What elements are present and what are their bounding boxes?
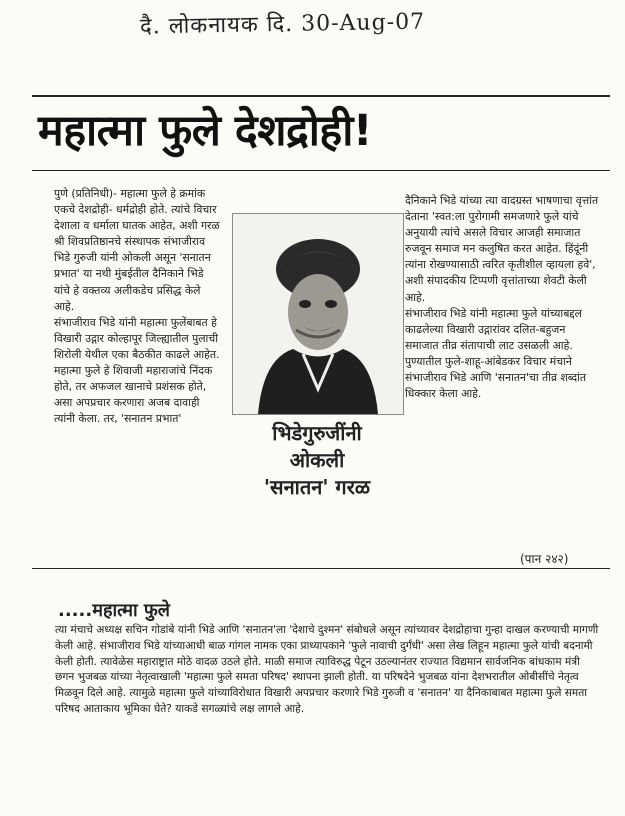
portrait-photo [232, 213, 404, 415]
left-paragraph-1: पुणे (प्रतिनिधी)- महात्मा फुले हे क्रमांक एकचे देशद्रोही- धर्मद्रोही होते. त्यांचे विचार देशाला व धर्माला घातक आहेत, अशी गरळ श्री शिवप्रतिष्ठानचे संस्थापक संभाजीराव भिडे गुरुजी यांनी ओकली असून 'सनातन प्रभात' या नथी मुंबईतील दैनिकाने भिडे यांचे हे वक्तव्य अलीकडेच प्रसिद्ध केले आहे. [54, 187, 220, 313]
continuation-title: .....महात्मा फुले [58, 600, 171, 621]
top-rule [32, 95, 610, 97]
caption-line-3: 'सनातन' गरळ [263, 475, 371, 499]
caption-line-1: भिडेगुरुजींनी [272, 421, 362, 445]
left-column [54, 186, 220, 427]
caption-line-2: ओकली [289, 448, 345, 472]
photo-caption [232, 420, 402, 501]
right-paragraph-2: संभाजीराव भिडे यांनी महात्मा फुले यांच्याबद्दल काढलेल्या विखारी उद्गारांवर दलित-बहुजन समाजात तीव्र संतापाची लाट उसळली आहे. पुण्यातील फुले-शाहू-आंबेडकर विचार मंचाने संभाजीराव भिडे आणि 'सनातन'चा तीव्र शब्दांत धिक्कार केला आहे. [405, 306, 587, 401]
right-paragraph-1: दैनिकाने भिडे यांच्या त्या वादग्रस्त भाषणाचा वृत्तांत देताना 'स्वत:ला पुरोगामी समजणारे फुले यांचे अनुयायी त्यांचे असले विचार आजही समाजात रुजवून समाज मन कलुषित करत आहेत. हिंदूंनी त्यांना रोखण्यासाठी त्वरित कृतीशील व्हायला हवे', अशी संपादकीय टिप्पणी वृत्तांताच्या शेवटी केली आहे. [405, 194, 599, 304]
continued-page-ref: (पान २४२) [520, 552, 569, 566]
left-paragraph-2: संभाजीराव भिडे यांनी महात्मा फुलेंबाबत हे विखारी उद्गार कोल्हापूर जिल्ह्यातील पुलाची शिरोली येथील एका बैठकीत काढले आहेत. महात्मा फुले हे शिवाजी महाराजांचे निंदक होते, तर अफजल खानाचे प्रशंसक होते, असा अपप्रचार करणारा अजब दावाही त्यांनी केला. तर, 'सनातन प्रभात' [54, 315, 220, 426]
headline-rule [32, 170, 610, 171]
handwritten-source-note: दै. लोकनायक दि. 30-Aug-07 [139, 9, 426, 40]
article-bottom-rule [32, 568, 610, 569]
continuation-paragraph: त्या मंचाचे अध्यक्ष सचिन गोडांबे यांनी भिडे आणि 'सनातन'ला 'देशाचे दुश्मन' संबोधले असून त्यांच्यावर देशद्रोहाचा गुन्हा दाखल करण्याची मागणी केली आहे. संभाजीराव भिडे यांच्याआधी बाळ गांगल नामक एका प्राध्यापकाने 'फुले नावाची दुर्गंधी' असा लेख लिहून महात्मा फुले यांची बदनामी केली होती. त्यावेळेस महाराष्ट्रात मोठे वादळ उठले होते. माळी समाज त्याविरुद्ध पेटून उठल्यानंतर राज्यात विद्यमान सार्वजनिक बांधकाम मंत्री छगन भुजबळ यांच्या नेतृत्वाखाली 'महात्मा फुले समता परिषद' स्थापना झाली होती. या परिषदेने भुजबळ यांना देशभरातील ओबीसींचे नेतृत्व मिळवून दिले आहे. त्यामुळे महात्मा फुले यांच्याविरोधात विखारी अपप्रचार करणारे भिडे गुरुजी व 'सनातन' या दैनिकाबाबत महात्मा फुले समता परिषद आताकाय भूमिका घेते? याकडे सगळ्यांचे लक्ष लागले आहे. [55, 624, 599, 715]
headline: महात्मा फुले देशद्रोही! [38, 106, 372, 156]
portrait-illustration [233, 214, 403, 414]
right-column [405, 193, 601, 402]
